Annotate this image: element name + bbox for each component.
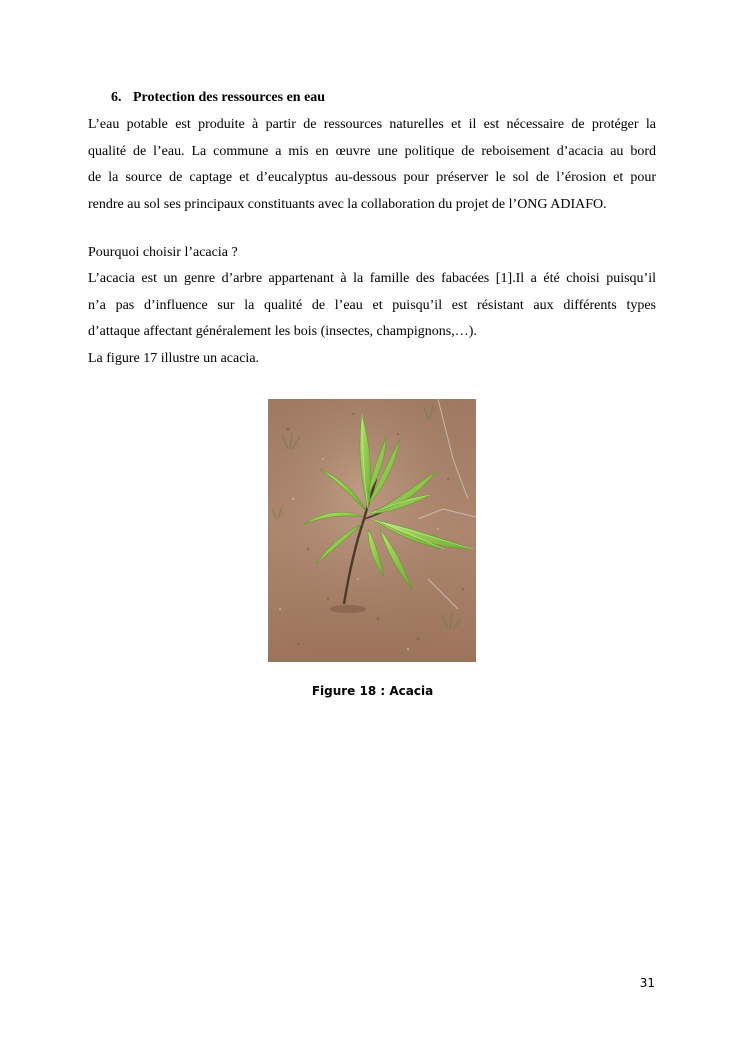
section-title: Protection des ressources en eau <box>133 90 326 105</box>
paragraph-line: La figure 17 illustre un acacia. <box>88 350 260 366</box>
paragraph-line: d’attaque affectant généralement les bois (insectes, champignons,…). <box>88 324 477 339</box>
paragraph-line: L’eau potable est produite à partir de ressources naturelles et il est nécessaire de protéger la <box>88 117 656 132</box>
paragraph-line: n’a pas d’influence sur la qualité de l’eau et puisqu’il est résistant aux différents types <box>88 297 656 313</box>
section-heading <box>111 89 325 107</box>
paragraph-line: L’acacia est un genre d’arbre appartenant à la famille des fabacées [1].Il a été choisi puisqu’il <box>88 271 656 286</box>
paragraph-water-protection <box>88 112 656 218</box>
figure-caption: Figure 18 : Acacia <box>311 684 434 698</box>
page-number: 31 <box>639 976 655 990</box>
paragraph-line: rendre au sol ses principaux constituants avec la collaboration du projet de l’ONG ADIAFO. <box>88 196 607 212</box>
question-text: Pourquoi choisir l’acacia ? <box>88 245 238 260</box>
section-number: 6. <box>111 90 122 105</box>
paragraph-line: de la source de captage et d’eucalyptus au-dessous pour préserver le sol de l’érosion et pour <box>88 170 656 185</box>
paragraph-line: qualité de l’eau. La commune a mis en œuvre une politique de reboisement d’acacia au bord <box>88 143 656 159</box>
acacia-photo <box>268 399 476 662</box>
question-line <box>88 240 656 267</box>
paragraph-acacia <box>88 266 656 372</box>
